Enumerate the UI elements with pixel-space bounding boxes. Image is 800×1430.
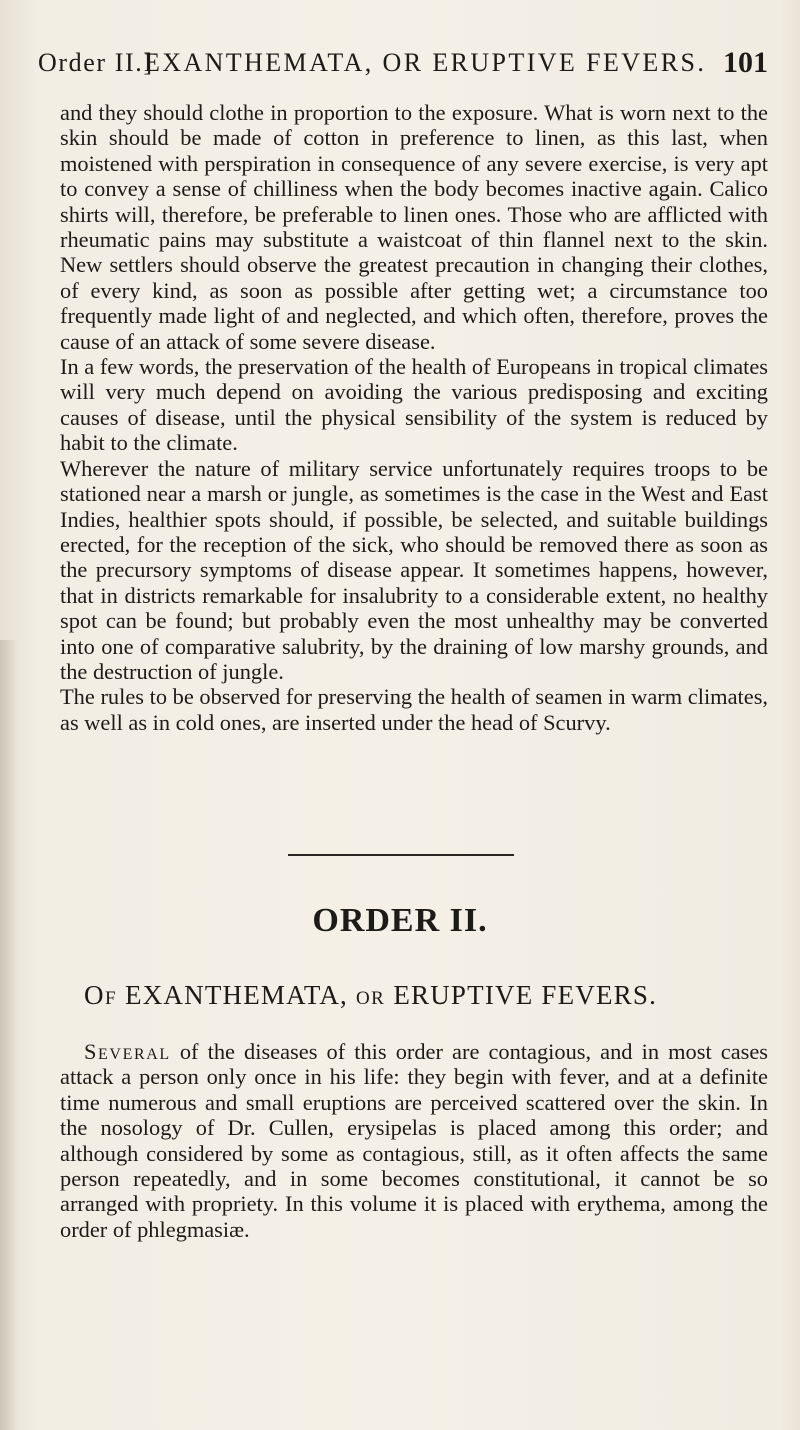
paragraph-several-body: of the diseases of this order are contagious, and in most cases attack a person only once in his life: they begin with fever, and at a definite time numerous and small eruptions are perceived scattered over the skin. In the nosology of Dr. Cullen, erysipelas is placed among this order; and although considered by some as contagious, still, as it often affects the same person repeatedly, and in some becomes constitutional, it cannot be so arranged with propriety. In this volume it is placed with erythema, among the order of phlegmasiæ. [60, 1039, 768, 1242]
running-head [38, 48, 768, 88]
paragraph-military-service: Wherever the nature of military service unfortunately requires troops to be stationed near a marsh or jungle, as sometimes is the case in the West and East Indies, healthier spots should, if possible, be selected, and suitable buildings erected, for the reception of the sick, who should be removed there as soon as the precursory symptoms of disease appear. It sometimes happens, however, that in districts remarkable for insalubrity to a considerable extent, no healthy spot can be found; but probably even the most unhealthy may be converted into one of comparative salubrity, by the draining of low marshy grounds, and the destruction of jungle. [60, 455, 768, 684]
section-heading [84, 980, 784, 1011]
continuation-text [60, 100, 768, 735]
section-heading-part1: EXANTHEMATA, [125, 980, 348, 1010]
section-heading-of: Of [84, 980, 118, 1010]
running-head-title: EXANTHEMATA, OR ERUPTIVE FEVERS. [144, 48, 707, 77]
order-heading: ORDER II. [312, 902, 488, 939]
section-heading-or: or [355, 980, 386, 1010]
section-divider [288, 854, 514, 856]
paragraph-preservation: In a few words, the preservation of the health of Europeans in tropical climates will very much depend on avoiding the various predisposing and exciting causes of disease, until the physical sensibility of the system is reduced by habit to the climate. [60, 354, 768, 456]
page-number: 101 [723, 46, 768, 79]
lead-word: Several [84, 1039, 171, 1064]
paragraph-seamen: The rules to be observed for preserving the health of seamen in warm climates, as well as in cold ones, are inserted under the head of Scurvy. [60, 684, 768, 735]
section-heading-part2: ERUPTIVE FEVERS. [393, 980, 658, 1010]
paragraph-several [60, 1039, 768, 1242]
running-head-order: Order II.] [38, 48, 154, 77]
section-text [60, 1039, 768, 1242]
gutter-shadow [0, 640, 18, 1430]
paragraph-clothing: and they should clothe in proportion to the exposure. What is worn next to the skin should be made of cotton in preference to linen, as this last, when moistened with perspiration in consequence of any severe exercise, is very apt to convey a sense of chilliness when the body becomes inactive again. Calico shirts will, therefore, be preferable to linen ones. Those who are afflicted with rheumatic pains may substitute a waistcoat of thin flannel next to the skin. New settlers should observe the greatest precaution in changing their clothes, of every kind, as soon as possible after getting wet; a circumstance too frequently made light of and neglected, and which often, therefore, proves the cause of an attack of some severe disease. [60, 100, 768, 354]
